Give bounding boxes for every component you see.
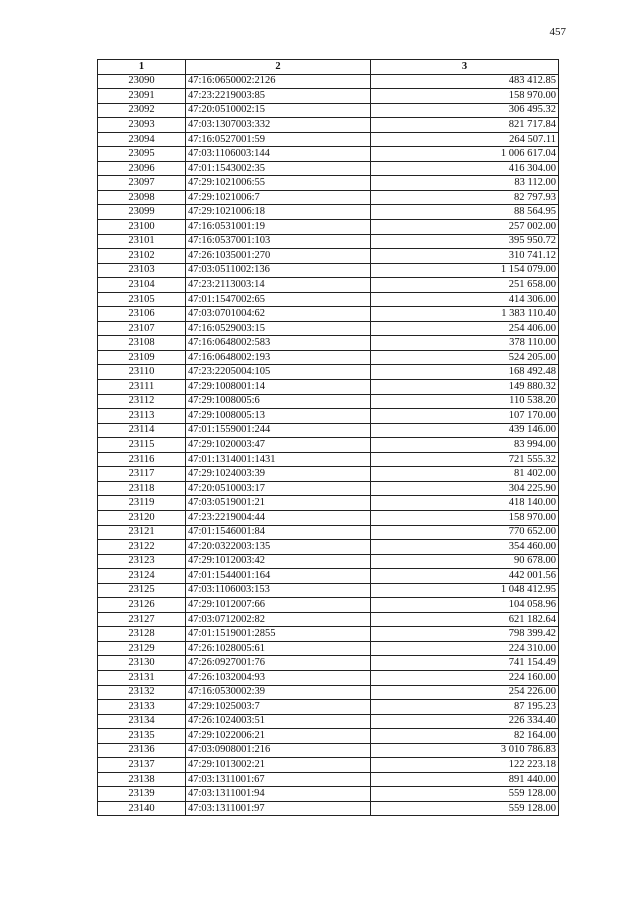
table-row [98,205,559,220]
table-row [98,249,559,264]
value-cell: 224 310.00 [371,641,559,656]
table-row [98,380,559,395]
cadastral-number-cell: 47:16:0529003:15 [186,321,371,336]
value-cell: 104 058.96 [371,598,559,613]
cadastral-number-cell: 47:20:0510003:17 [186,481,371,496]
value-cell: 158 970.00 [371,510,559,525]
row-number-cell: 23113 [98,409,186,424]
cadastral-number-cell: 47:26:1028005:61 [186,641,371,656]
column-header-3: 3 [371,60,559,75]
cadastral-number-cell: 47:16:0530002:39 [186,685,371,700]
cadastral-number-cell: 47:01:1559001:244 [186,423,371,438]
cadastral-number-cell: 47:29:1020003:47 [186,438,371,453]
table-row [98,714,559,729]
cadastral-number-cell: 47:23:2219003:85 [186,89,371,104]
cadastral-number-cell: 47:23:2219004:44 [186,510,371,525]
cadastral-number-cell: 47:03:0511002:136 [186,263,371,278]
table-row [98,787,559,802]
row-number-cell: 23128 [98,627,186,642]
row-number-cell: 23122 [98,540,186,555]
table-row [98,147,559,162]
cadastral-number-cell: 47:03:0701004:62 [186,307,371,322]
row-number-cell: 23103 [98,263,186,278]
row-number-cell: 23106 [98,307,186,322]
row-number-cell: 23102 [98,249,186,264]
value-cell: 1 006 617.04 [371,147,559,162]
row-number-cell: 23091 [98,89,186,104]
table-row [98,656,559,671]
table-row [98,161,559,176]
cadastral-number-cell: 47:03:1106003:153 [186,583,371,598]
cadastral-number-cell: 47:01:1543002:35 [186,161,371,176]
row-number-cell: 23093 [98,118,186,133]
cadastral-number-cell: 47:01:1547002:65 [186,292,371,307]
cadastral-number-cell: 47:29:1012007:66 [186,598,371,613]
row-number-cell: 23111 [98,380,186,395]
row-number-cell: 23135 [98,729,186,744]
cadastral-number-cell: 47:29:1021006:55 [186,176,371,191]
value-cell: 310 741.12 [371,249,559,264]
value-cell: 1 154 079.00 [371,263,559,278]
value-cell: 254 406.00 [371,321,559,336]
table-row [98,758,559,773]
value-cell: 81 402.00 [371,467,559,482]
value-cell: 304 225.90 [371,481,559,496]
table-row [98,292,559,307]
table-row [98,336,559,351]
cadastral-number-cell: 47:29:1022006:21 [186,729,371,744]
cadastral-number-cell: 47:16:0537001:103 [186,234,371,249]
cadastral-number-cell: 47:29:1025003:7 [186,700,371,715]
cadastral-number-cell: 47:20:0322003:135 [186,540,371,555]
cadastral-number-cell: 47:16:0531001:19 [186,220,371,235]
value-cell: 107 170.00 [371,409,559,424]
value-cell: 87 195.23 [371,700,559,715]
value-cell: 110 538.20 [371,394,559,409]
row-number-cell: 23124 [98,569,186,584]
row-number-cell: 23105 [98,292,186,307]
cadastral-number-cell: 47:03:1311001:67 [186,772,371,787]
row-number-cell: 23131 [98,670,186,685]
value-cell: 770 652.00 [371,525,559,540]
value-cell: 559 128.00 [371,801,559,816]
table-row [98,540,559,555]
cadastral-number-cell: 47:03:0519001:21 [186,496,371,511]
value-cell: 559 128.00 [371,787,559,802]
table-row [98,190,559,205]
row-number-cell: 23115 [98,438,186,453]
cadastral-number-cell: 47:26:0927001:76 [186,656,371,671]
column-header-2: 2 [186,60,371,75]
table-row [98,89,559,104]
cadastral-number-cell: 47:20:0510002:15 [186,103,371,118]
table-row [98,438,559,453]
table-body [98,74,559,816]
row-number-cell: 23109 [98,350,186,365]
table-row [98,685,559,700]
row-number-cell: 23090 [98,74,186,89]
table-row [98,278,559,293]
table-row [98,103,559,118]
value-cell: 416 304.00 [371,161,559,176]
cadastral-number-cell: 47:26:1024003:51 [186,714,371,729]
cadastral-number-cell: 47:01:1546001:84 [186,525,371,540]
row-number-cell: 23140 [98,801,186,816]
cadastral-number-cell: 47:26:1035001:270 [186,249,371,264]
value-cell: 798 399.42 [371,627,559,642]
table-row [98,612,559,627]
row-number-cell: 23132 [98,685,186,700]
cadastral-number-cell: 47:29:1012003:42 [186,554,371,569]
row-number-cell: 23139 [98,787,186,802]
row-number-cell: 23130 [98,656,186,671]
table-row [98,510,559,525]
cadastral-number-cell: 47:23:2113003:14 [186,278,371,293]
table-row [98,394,559,409]
table-row [98,467,559,482]
value-cell: 83 112.00 [371,176,559,191]
table-row [98,772,559,787]
value-cell: 1 383 110.40 [371,307,559,322]
table-row [98,74,559,89]
value-cell: 306 495.32 [371,103,559,118]
row-number-cell: 23114 [98,423,186,438]
cadastral-number-cell: 47:03:0908001:216 [186,743,371,758]
row-number-cell: 23117 [98,467,186,482]
row-number-cell: 23119 [98,496,186,511]
row-number-cell: 23096 [98,161,186,176]
cadastral-number-cell: 47:03:0712002:82 [186,612,371,627]
table-row [98,554,559,569]
data-table [97,59,559,816]
value-cell: 149 880.32 [371,380,559,395]
table-row [98,118,559,133]
cadastral-number-cell: 47:23:2205004:105 [186,365,371,380]
cadastral-number-cell: 47:01:1519001:2855 [186,627,371,642]
value-cell: 3 010 786.83 [371,743,559,758]
value-cell: 264 507.11 [371,132,559,147]
cadastral-number-cell: 47:01:1314001:1431 [186,452,371,467]
table-row [98,496,559,511]
table-row [98,409,559,424]
row-number-cell: 23127 [98,612,186,627]
row-number-cell: 23095 [98,147,186,162]
value-cell: 254 226.00 [371,685,559,700]
value-cell: 122 223.18 [371,758,559,773]
row-number-cell: 23138 [98,772,186,787]
row-number-cell: 23107 [98,321,186,336]
cadastral-number-cell: 47:03:1106003:144 [186,147,371,162]
table-header-row [98,60,559,75]
cadastral-number-cell: 47:16:0648002:583 [186,336,371,351]
table-row [98,132,559,147]
row-number-cell: 23134 [98,714,186,729]
cadastral-number-cell: 47:29:1024003:39 [186,467,371,482]
value-cell: 891 440.00 [371,772,559,787]
value-cell: 226 334.40 [371,714,559,729]
value-cell: 621 182.64 [371,612,559,627]
table-row [98,670,559,685]
row-number-cell: 23123 [98,554,186,569]
value-cell: 418 140.00 [371,496,559,511]
table-row [98,176,559,191]
row-number-cell: 23104 [98,278,186,293]
table-row [98,423,559,438]
cadastral-number-cell: 47:16:0650002:2126 [186,74,371,89]
value-cell: 821 717.84 [371,118,559,133]
row-number-cell: 23098 [98,190,186,205]
value-cell: 442 001.56 [371,569,559,584]
value-cell: 354 460.00 [371,540,559,555]
row-number-cell: 23116 [98,452,186,467]
table-row [98,641,559,656]
value-cell: 257 002.00 [371,220,559,235]
table-row [98,307,559,322]
row-number-cell: 23108 [98,336,186,351]
row-number-cell: 23137 [98,758,186,773]
table-row [98,598,559,613]
table-row [98,263,559,278]
row-number-cell: 23136 [98,743,186,758]
row-number-cell: 23100 [98,220,186,235]
table-row [98,801,559,816]
value-cell: 414 306.00 [371,292,559,307]
cadastral-number-cell: 47:29:1008005:13 [186,409,371,424]
table-row [98,481,559,496]
table-row [98,743,559,758]
row-number-cell: 23101 [98,234,186,249]
cadastral-number-cell: 47:29:1008005:6 [186,394,371,409]
value-cell: 1 048 412.95 [371,583,559,598]
table-row [98,350,559,365]
row-number-cell: 23112 [98,394,186,409]
table-row [98,729,559,744]
value-cell: 88 564.95 [371,205,559,220]
value-cell: 378 110.00 [371,336,559,351]
cadastral-number-cell: 47:26:1032004:93 [186,670,371,685]
table-row [98,627,559,642]
value-cell: 82 164.00 [371,729,559,744]
cadastral-number-cell: 47:16:0527001:59 [186,132,371,147]
row-number-cell: 23133 [98,700,186,715]
value-cell: 741 154.49 [371,656,559,671]
page-number: 457 [549,26,566,38]
table-row [98,234,559,249]
cadastral-number-cell: 47:29:1008001:14 [186,380,371,395]
table-row [98,452,559,467]
value-cell: 524 205.00 [371,350,559,365]
row-number-cell: 23118 [98,481,186,496]
cadastral-number-cell: 47:16:0648002:193 [186,350,371,365]
table-row [98,525,559,540]
table-row [98,365,559,380]
cadastral-number-cell: 47:03:1311001:97 [186,801,371,816]
value-cell: 168 492.48 [371,365,559,380]
cadastral-number-cell: 47:29:1013002:21 [186,758,371,773]
value-cell: 158 970.00 [371,89,559,104]
cadastral-number-cell: 47:29:1021006:18 [186,205,371,220]
table-row [98,583,559,598]
column-header-1: 1 [98,60,186,75]
row-number-cell: 23125 [98,583,186,598]
table-row [98,321,559,336]
row-number-cell: 23097 [98,176,186,191]
value-cell: 721 555.32 [371,452,559,467]
row-number-cell: 23129 [98,641,186,656]
table-row [98,220,559,235]
row-number-cell: 23120 [98,510,186,525]
cadastral-number-cell: 47:03:1307003:332 [186,118,371,133]
row-number-cell: 23121 [98,525,186,540]
row-number-cell: 23094 [98,132,186,147]
table-row [98,700,559,715]
value-cell: 224 160.00 [371,670,559,685]
cadastral-number-cell: 47:01:1544001:164 [186,569,371,584]
table-row [98,569,559,584]
row-number-cell: 23099 [98,205,186,220]
value-cell: 251 658.00 [371,278,559,293]
cadastral-number-cell: 47:03:1311001:94 [186,787,371,802]
row-number-cell: 23110 [98,365,186,380]
cadastral-number-cell: 47:29:1021006:7 [186,190,371,205]
row-number-cell: 23092 [98,103,186,118]
value-cell: 395 950.72 [371,234,559,249]
value-cell: 483 412.85 [371,74,559,89]
value-cell: 90 678.00 [371,554,559,569]
value-cell: 82 797.93 [371,190,559,205]
value-cell: 83 994.00 [371,438,559,453]
row-number-cell: 23126 [98,598,186,613]
value-cell: 439 146.00 [371,423,559,438]
